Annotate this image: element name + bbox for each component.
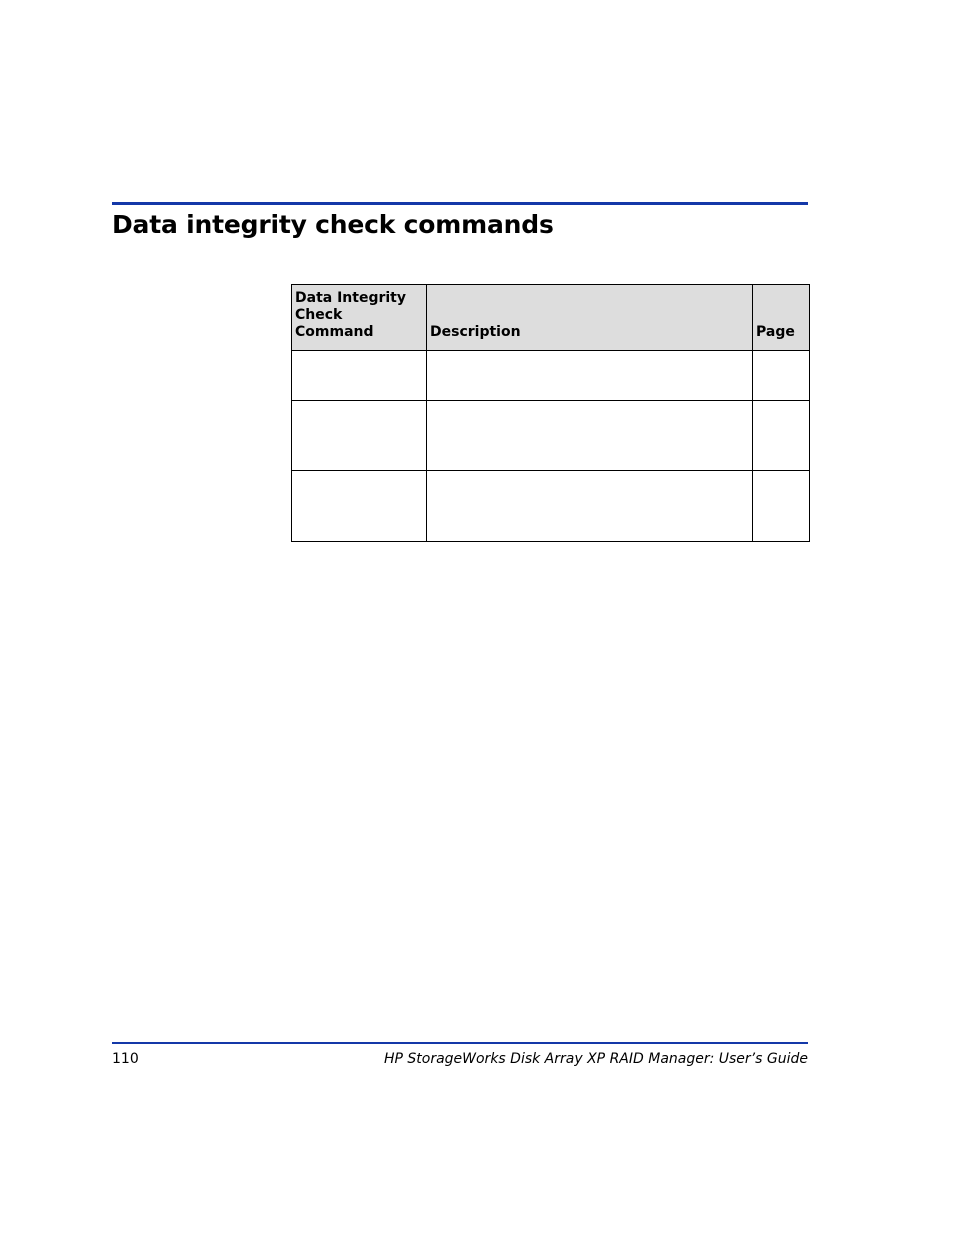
header-description: Description <box>427 285 753 351</box>
cell-page <box>753 401 810 471</box>
header-page: Page <box>753 285 810 351</box>
page-number: 110 <box>112 1051 139 1067</box>
cell-page <box>753 471 810 542</box>
cell-description <box>427 401 753 471</box>
section-title: Data integrity check commands <box>112 210 554 239</box>
table-row <box>292 471 810 542</box>
cell-description <box>427 471 753 542</box>
header-command: Data Integrity Check Command <box>292 285 427 351</box>
table-row <box>292 351 810 401</box>
cell-page <box>753 351 810 401</box>
cell-description <box>427 351 753 401</box>
cell-command <box>292 471 427 542</box>
cell-command <box>292 351 427 401</box>
book-title: HP StorageWorks Disk Array XP RAID Manager: User’s Guide <box>383 1051 808 1067</box>
section-top-rule <box>112 202 808 205</box>
data-integrity-commands-table <box>291 284 810 542</box>
table-row <box>292 401 810 471</box>
cell-command <box>292 401 427 471</box>
table-header-row <box>292 285 810 351</box>
footer-rule <box>112 1042 808 1044</box>
